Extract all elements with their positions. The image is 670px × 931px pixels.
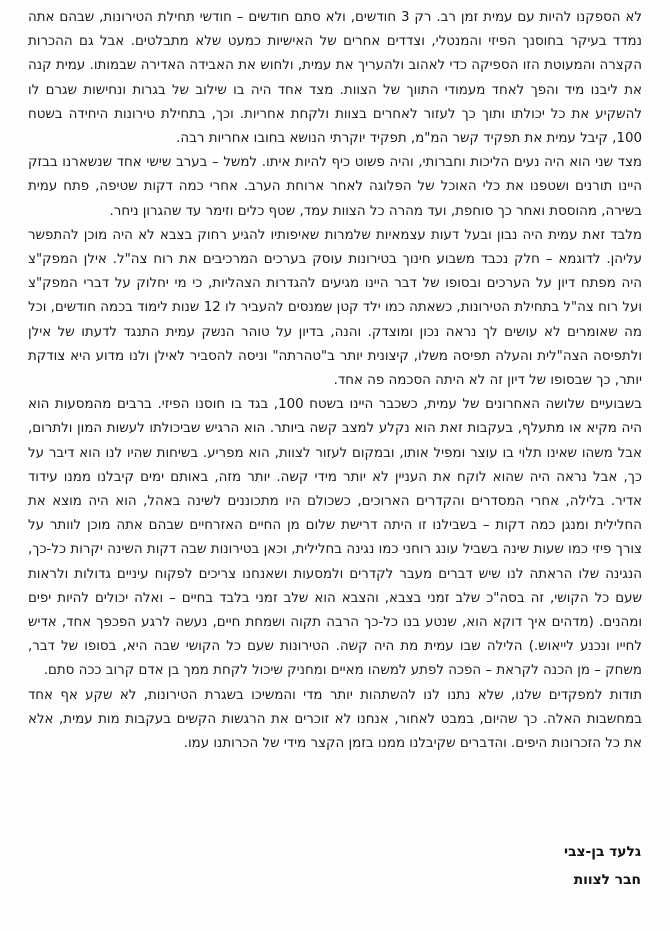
signature-block [564, 838, 641, 894]
author-name: גלעד בן-צבי [564, 844, 641, 860]
paragraph-3: מלבד זאת עמית היה נבון ובעל דעות עצמאיות שלמרות שאיפותיו להגיע רחוק בצבא לא היה מוכן להתפשר עליהן. לדוגמא – חלק נכבד משבוע חינוך בטירונות עוסק בערכים המרכיבים את רוח צה"ל. אילן המפק"צ היה מפתח דיון על הערכים ובסופו של דבר היינו מגיעים להגדרות הצהליות, כי מי יחלוק על דברי המפק"צ ועל רוח צה"ל בתחילת הטירונות, כשאתה כמו ילד קטן שמנסים להעביר לו 12 שנות לימוד בכמה חודשים, וכל מה שאומרים לא עושים לך נראה נכון ומוצדק. והנה, בדיון על טוהר הנשק עמית התנגד לדעתו של אילן ולתפיסה הצה"לית והעלה תפיסה משלו, קיצונית יותר ב"טהרתה" וניסה להסביר לאילן ולנו מדוע היא צודקת יותר, כך שבסופו של דיון זה לא היתה הסכמה פה אחד. [28, 227, 643, 389]
author-role: חבר לצוות [573, 872, 641, 888]
paragraph-5: תודות למפקדים שלנו, שלא נתנו לנו להשתהות יותר מדי והמשיכו בשגרת הטירונות, לא שקע אף אחד במחשבות האלה. כך שהיום, במבט לאחור, אנחנו לא זוכרים את הרגשות הקשים בעקבות מות עמית, אלא את כל הזכרונות היפים. והדברים שקיבלנו ממנו בזמן הקצר מידי של הכרותנו עמו. [28, 687, 642, 752]
paragraph-2: מצד שני הוא היה נעים הליכות וחברותי, והיה פשוט כיף להיות איתו. למשל – בערב שישי אחד שנשארנו בבזק היינו תורנים ושטפנו את כלי האוכל של הפלוגה לאחר ארוחת הערב. אחרי כמה דקות שטיפה, פתח עמית בשירה, מהוססת ואחר כך סוחפת, ועד מהרה כל הצוות עמד, שטף כלים וזימר עד שהגרון ניחר. [28, 155, 642, 219]
paragraph-4: בשבועיים שלושה האחרונים של עמית, כשכבר היינו בשטח 100, בגד בו חוסנו הפיזי. ברבים מהמסעות הוא היה מקיא או מתעלף, בעקבות זאת הוא נקלע למצב קשה ביותר. הוא הרגיש שביכולתו לעשות המון ולתרום, אבל משהו שאינו תלוי בו עוצר ומפיל אותו, ובמקום לעזור לצוות, הוא מפריע. בשיחות שהיו לנו הוא דיבר על כך, אבל נראה היה שהוא לוקח את העניין לא יותר מידי קשה. יותר מזה, באותם ימים קיבלנו ממנו עידוד אדיר. בלילה, אחרי המסדרים והקדרים הארוכים, כשכולם היו מתכוננים לשינה באהל, הוא היה מוצא את החלילית ומנגן כמה דקות – בשבילנו זו היתה דרישת שלום מן החיים האזרחיים שבהם אתה מוכן לוותר על צורך פיזי כמו שעות שינה בשביל עונג רוחני כמו נגינה בחלילית, וכאן בטירונות שבה דקות השינה יקרות כל-כך, הנגינה שלו הראתה לנו שיש דברים מעבר לקדרים ולמסעות ושאנחנו צריכים לפקוח עיניים גדולות ולראות שעם כל הקושי, זה בסה"כ שלב זמני בצבא, והצבא הוא שלב זמני בלבד בחיים – ואלה יכולים להיות יפים ומהנים. (מדהים איך דוקא הוא, שנטע בנו כל-כך הרבה תקוה ושמחת חיים, נעשה לרגע הפכפך אחד, אדיש לחייו ונכנע לייאוש.) הלילה שבו עמית מת היה קשה. הטירונות שעם כל הקושי שבה היא, בסופו של דבר, משחק – מן הכנה לקראת – הפכה לפתע למשהו מאיים ומחניק שיכול לקחת ממך בן אדם קרוב ככה סתם. [28, 397, 642, 679]
memorial-text [28, 6, 642, 756]
paragraph-1: לא הספקנו להיות עם עמית זמן רב. רק 3 חודשים, ולא סתם חודשים – חודשי תחילת הטירונות, שבהם אתה נמדד בעיקר בחוסנך הפיזי והמנטלי, וצדדים אחרים של האישיות כמעט שלא מתבלטים. אבל גם ההכרות הקצרה והמעוטת הזו הספיקה כדי לאהוב ולהעריך את עמית, ולחוש את האבידה האדירה שבמותו. עמית קנה את ליבנו מיד והפך לאחד מעמודי התווך של הצוות. מצד אחד היה בו שילוב של בגרות ונחישות שגרם לו להשקיע את כל יכולתו ותוך כך לעזור לאחרים בצוות ולקחת אחריות. וכך, בתחילת טירונות היחידה בשטח 100, קיבל עמית את תפקיד קשר המ"מ, תפקיד יוקרתי הנושא בחובו אחריות רבה. [28, 10, 642, 147]
